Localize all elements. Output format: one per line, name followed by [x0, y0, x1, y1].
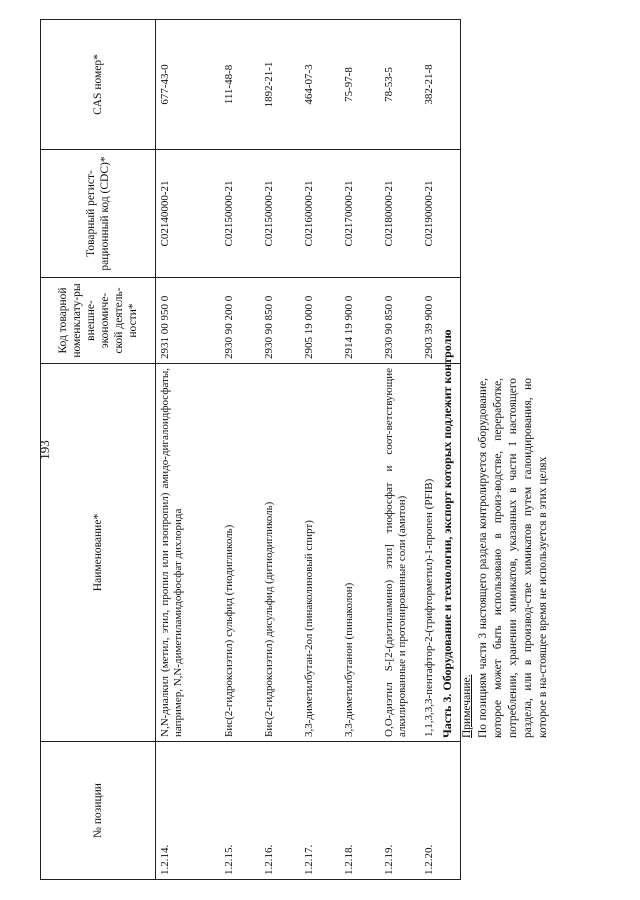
rotated-page-content	[40, 20, 620, 880]
cell-cas: 75-97-8	[340, 20, 380, 150]
cell-position: 1.2.14.	[156, 742, 221, 880]
header-cdc: Товарный регист-рационный код (CDC)*	[41, 150, 156, 278]
cell-name: O,O-диэтил S-[2-(диэтиламино) этил] тиофосфат и соот-ветствующие алкилированные и протонированные соли (амитон)	[380, 364, 420, 742]
cell-name: Бис(2-гидроксиэтил) сульфид (тиодигликоль)	[220, 364, 260, 742]
header-tn-ved: Код товарной номенклату-ры внешне-экономиче-ской деятель-ности*	[41, 278, 156, 364]
note-title: Примечание.	[461, 674, 473, 738]
cell-position: 1.2.17.	[300, 742, 340, 880]
page-number: 193	[37, 440, 52, 460]
part-3-title: Часть 3. Оборудование и технологии, экспорт которых подлежит контролю	[440, 329, 454, 738]
table-row	[340, 20, 380, 880]
cell-cas: 464-07-3	[300, 20, 340, 150]
table-row	[380, 20, 420, 880]
cell-name: 3,3-диметилбутанон (пинаколон)	[340, 364, 380, 742]
header-cas: CAS номер*	[41, 20, 156, 150]
cell-cdc: C02170000-21	[340, 150, 380, 278]
cell-position: 1.2.15.	[220, 742, 260, 880]
cell-cdc: C02140000-21	[156, 150, 221, 278]
cell-tn-ved: 2930 90 850 0	[380, 278, 420, 364]
table-header-row	[41, 20, 156, 880]
cell-tn-ved: 2905 19 000 0	[300, 278, 340, 364]
cell-cas: 111-48-8	[220, 20, 260, 150]
cell-tn-ved: 2930 90 850 0	[260, 278, 300, 364]
cell-tn-ved: 2930 90 200 0	[220, 278, 260, 364]
cell-tn-ved: 2931 00 950 0	[156, 278, 221, 364]
note-text: По позициям части 3 настоящего раздела контролируется оборудование, которое может быть использовано в произ-водстве, переработке, потреблении, хранении химикатов, указанных в части 1 настоящего раздела, или в производ-стве химикатов путем галоидирования, но которое в на-стоящее время не используется в этих целях	[476, 378, 549, 738]
cell-position: 1.2.16.	[260, 742, 300, 880]
cell-cas: 382-21-8	[420, 20, 461, 150]
cell-name: N,N-диалкил (метил, этил, пропил или изопропил) амидо-дигалоидфосфаты, например, N,N-диметиламидофосфат дихлорида	[156, 364, 221, 742]
cell-name: Бис(2-гидроксиэтил) дисульфид (дитиодигликоль)	[260, 364, 300, 742]
cell-cdc: C02150000-21	[220, 150, 260, 278]
cell-cdc: C02180000-21	[380, 150, 420, 278]
table-row	[156, 20, 221, 880]
cell-cdc: C02190000-21	[420, 150, 461, 278]
cell-cas: 78-53-5	[380, 20, 420, 150]
table-row	[220, 20, 260, 880]
cell-position: 1.2.19.	[380, 742, 420, 880]
table-row	[300, 20, 340, 880]
cell-position: 1.2.18.	[340, 742, 380, 880]
cell-tn-ved: 2914 19 900 0	[340, 278, 380, 364]
cell-cas: 1892-21-1	[260, 20, 300, 150]
header-name: Наименование*	[41, 364, 156, 742]
note-block	[460, 378, 551, 738]
cell-tn-ved: 2903 39 900 0	[420, 278, 461, 364]
table-row	[260, 20, 300, 880]
cell-name: 1,1,3,3,3-пентафтор-2-(трифторметил)-1-пропен (PFIB)	[420, 364, 461, 742]
cell-position: 1.2.20.	[420, 742, 461, 880]
cell-name: 3,3-диметилбутан-2ол (пинаколиновый спирт)	[300, 364, 340, 742]
cell-cdc: C02150000-21	[260, 150, 300, 278]
chemicals-table	[40, 19, 461, 880]
cell-cas: 677-43-0	[156, 20, 221, 150]
cell-cdc: C02160000-21	[300, 150, 340, 278]
header-position: № позиции	[41, 742, 156, 880]
